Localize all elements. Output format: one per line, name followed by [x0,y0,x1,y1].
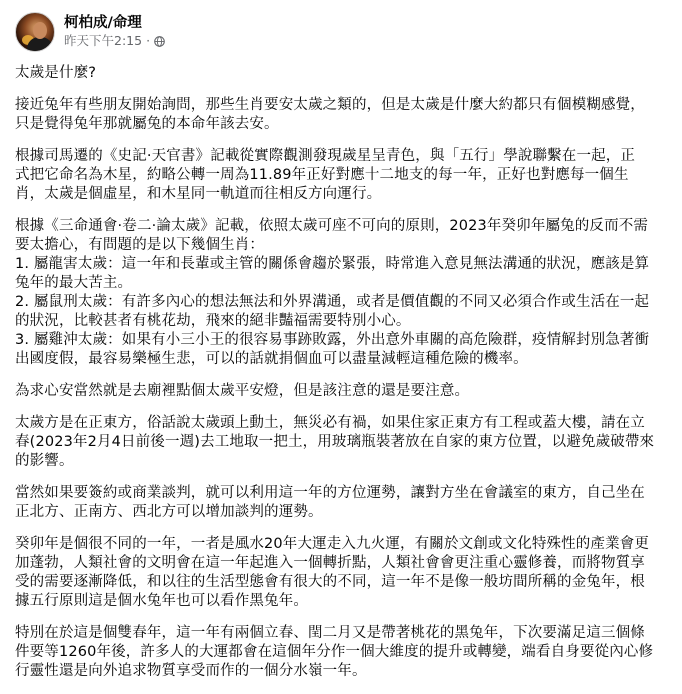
post-text-line: 太歲方是在正東方，俗話說太歲頭上動土，無災必有禍，如果住家正東方有工程或蓋大樓，請在立 [15,415,645,431]
post-text-line: 要太擔心，有問題的是以下幾個生肖： [15,237,265,253]
globe-icon[interactable] [154,36,165,47]
post-paragraph [15,624,670,681]
post-paragraph [15,414,670,471]
post-text-line: 受的需要逐漸降低，和以往的生活型態會有很大的不同，這一年不是像一般坊間所稱的金兔年，根 [15,574,645,590]
post-text-line: 正北方、正南方、西北方可以增加談判的運勢。 [15,504,323,520]
post-text-line: 3. 屬雞沖太歲：如果有小三小王的很容易事跡敗露，外出意外車關的高危險群，疫情解封別急著衝 [15,332,650,348]
post-text-line: 兔年的最大苦主。 [15,275,133,291]
post-text-line: 太歲是什麼? [15,65,97,81]
post-text-line: 癸卯年是個很不同的一年，一者是風水20年大運走入九火運，有關於文創或文化特殊性的產業會更 [15,536,650,552]
post-text-line: 接近兔年有些朋友開始詢問，那些生肖要安太歲之類的，但是太歲是什麼大約都只有個模糊感覺， [15,97,645,113]
post-paragraph [15,484,670,522]
post-paragraph [15,147,670,204]
avatar-face [33,22,47,39]
post-paragraph [15,96,670,134]
author-name[interactable]: 柯柏成/命理 [64,15,142,31]
post-paragraph [15,382,670,401]
author-avatar[interactable] [15,12,55,52]
post-text-line: 加蓬勃，人類社會的文明會在這一年起進入一個轉折點，人類社會會更注重心靈修養，而將物質享 [15,555,645,571]
post-header [15,10,165,54]
post-text-line: 肖，太歲是個虛星，和木星同一軌道而往相反方向運行。 [15,186,382,202]
post-text-line: 的狀況，比較甚者有桃花劫，飛來的絕非豔福需要特別小心。 [15,313,411,329]
post-timeline [64,32,165,50]
post-text-line: 式把它命名為木星，約略公轉一周為11.89年正好對應十二地支的每一年，正好也對應每一個生 [15,167,629,183]
post-timestamp[interactable]: 昨天下午2:15 [64,33,143,48]
post-text-line: 件要等1260年後，許多人的大運都會在這個年分作一個大維度的提升或轉變，端看自身要從內心修 [15,644,654,660]
post-text-line: 根據《三命通會·卷二·論太歲》記載，依照太歲可座不可向的原則，2023年癸卯年屬兔的反而不需 [15,218,649,234]
avatar-body [27,37,53,52]
post-text-line: 根據司馬遷的《史記·天官書》記載從實際觀測發現歲星呈青色，與「五行」學說聯繫在一起，正 [15,148,636,164]
post-text-line: 春(2023年2月4日前後一週)去工地取一把土，用玻璃瓶裝著放在自家的東方位置，以避免歲破帶來 [15,434,655,450]
post-meta [64,14,165,50]
post-text-line: 行靈性還是向外追求物質享受而作的一個分水嶺一年。 [15,663,367,679]
post-text-line: 出國度假，最容易樂極生悲，可以的話就捐個血可以盡量減輕這種危險的機率。 [15,351,528,367]
post-paragraph [15,535,670,611]
post-paragraph [15,217,670,369]
post-text-line: 為求心安當然就是去廟裡點個太歲平安燈，但是該注意的還是要注意。 [15,383,470,399]
post-paragraph [15,64,670,83]
separator-dot: · [146,33,151,48]
post-text-line: 2. 屬鼠刑太歲：有許多內心的想法無法和外界溝通，或者是價值觀的不同又必須合作或生活在一起 [15,294,650,310]
post-text-line: 據五行原則這是個水兔年也可以看作黑兔年。 [15,593,308,609]
post-text-line: 只是覺得兔年那就屬兔的本命年該去安。 [15,116,279,132]
post-text-line: 當然如果要簽約或商業談判，就可以利用這一年的方位運勢，讓對方坐在會議室的東方，自己坐在 [15,485,645,501]
post-body [15,64,670,694]
post-text-line: 特別在於這是個雙春年，這一年有兩個立春、閏二月又是帶著桃花的黑兔年，下次要滿足這三個條 [15,625,645,641]
post-text-line: 的影響。 [15,453,74,469]
post-text-line: 1. 屬龍害太歲：這一年和長輩或主管的關係會趨於緊張，時常進入意見無法溝通的狀況，應該是算 [15,256,650,272]
